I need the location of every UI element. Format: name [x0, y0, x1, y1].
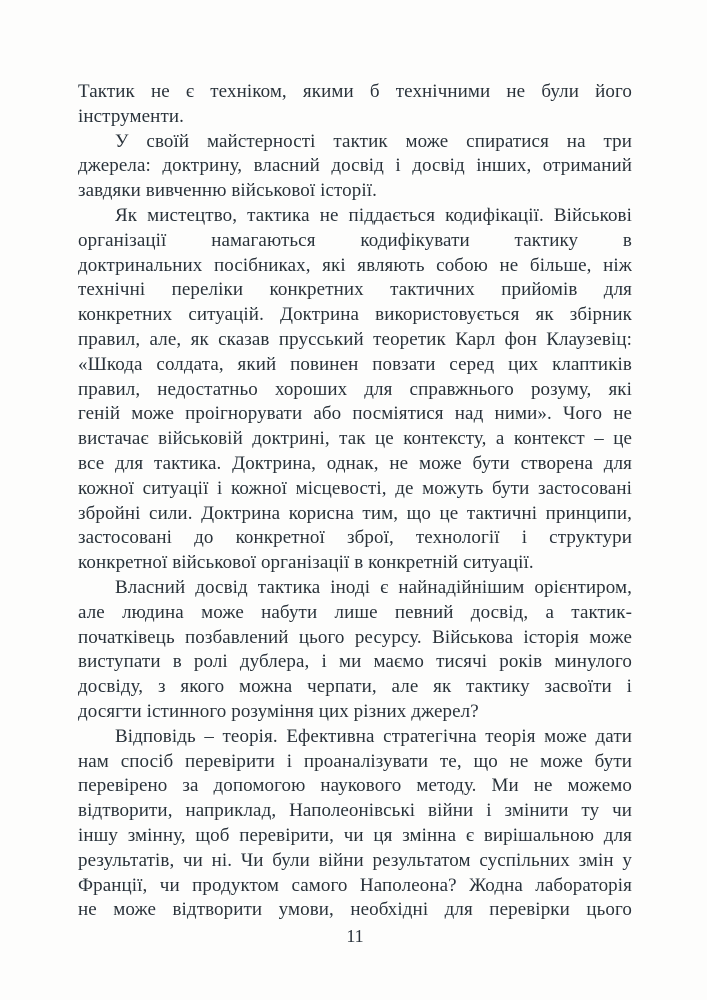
text-line: інструменти. [78, 105, 184, 127]
text-line: геній може проігнорувати або посміятися над ними». Чого не [78, 403, 632, 425]
text-line: У своїй майстерності тактик може спиратися на три [115, 130, 632, 152]
text-line: досягти істинного розуміння цих різних джерел? [78, 700, 479, 722]
text-line: Як мистецтво, тактика не піддається кодифікації. Військові [115, 204, 632, 226]
text-line: виступати в ролі дублера, і ми маємо тисячі років минулого [78, 651, 632, 673]
text-line: джерела: доктрину, власний досвід і досвід інших, отриманий [78, 155, 632, 177]
text-line: все для тактика. Доктрина, однак, не може бути створена для [78, 452, 632, 474]
text-column [78, 80, 632, 923]
text-line: технічні переліки конкретних тактичних прийомів для [78, 279, 632, 301]
paragraph [78, 725, 632, 923]
text-line: застосовані до конкретної зброї, технології і структури [78, 527, 632, 549]
text-line: Франції, чи продуктом самого Наполеона? Жодна лабораторія [78, 874, 632, 896]
text-line: не може відтворити умови, необхідні для перевірки цього [78, 899, 632, 921]
text-line: кожної ситуації і кожної місцевості, де можуть бути застосовані [78, 477, 632, 499]
paragraph [78, 576, 632, 725]
text-line: досвіду, з якого можна черпати, але як тактику засвоїти і [78, 676, 632, 698]
text-line: нам спосіб перевірити і проаналізувати те, що не може бути [78, 750, 632, 772]
text-line: доктринальних посібниках, які являють собою не більше, ніж [78, 254, 632, 276]
text-line: але людина може набути лише певний досвід, а тактик- [78, 601, 632, 623]
text-line: організації намагаються кодифікувати тактику в [78, 229, 632, 251]
text-line: правил, але, як сказав прусський теоретик Карл фон Клаузевіц: [78, 328, 632, 350]
text-line: завдяки вивченню військової історії. [78, 180, 377, 202]
text-line: іншу змінну, щоб перевірити, чи ця змінна є вирішальною для [78, 824, 632, 846]
text-line: Відповідь – теорія. Ефективна стратегічна теорія може дати [115, 725, 632, 747]
paragraph [78, 130, 632, 204]
text-line: відтворити, наприклад, Наполеонівські війни і змінити ту чи [78, 800, 632, 822]
text-line: «Шкода солдата, який повинен повзати серед цих клаптиків [78, 353, 632, 375]
text-line: результатів, чи ні. Чи були війни результатом суспільних змін у [78, 849, 632, 871]
text-line: правил, недостатньо хороших для справжнього розуму, які [78, 378, 632, 400]
text-line: конкретних ситуацій. Доктрина використовується як збірник [78, 304, 632, 326]
text-line: перевірено за допомогою наукового методу. Ми не можемо [78, 775, 632, 797]
text-line: збройні сили. Доктрина корисна тим, що це тактичні принципи, [78, 502, 632, 524]
page-number: 11 [346, 926, 364, 946]
text-line: конкретної військової організації в конкретній ситуації. [78, 552, 534, 574]
text-line: початківець позбавлений цього ресурсу. Військова історія може [78, 626, 632, 648]
text-line: Тактик не є техніком, якими б технічними не були його [78, 81, 632, 102]
paragraph [78, 204, 632, 576]
text-line: вистачає військовій доктрині, так це контексту, а контекст – це [78, 428, 632, 450]
text-line: Власний досвід тактика іноді є найнадійнішим орієнтиром, [115, 576, 632, 598]
paragraph [78, 80, 632, 130]
